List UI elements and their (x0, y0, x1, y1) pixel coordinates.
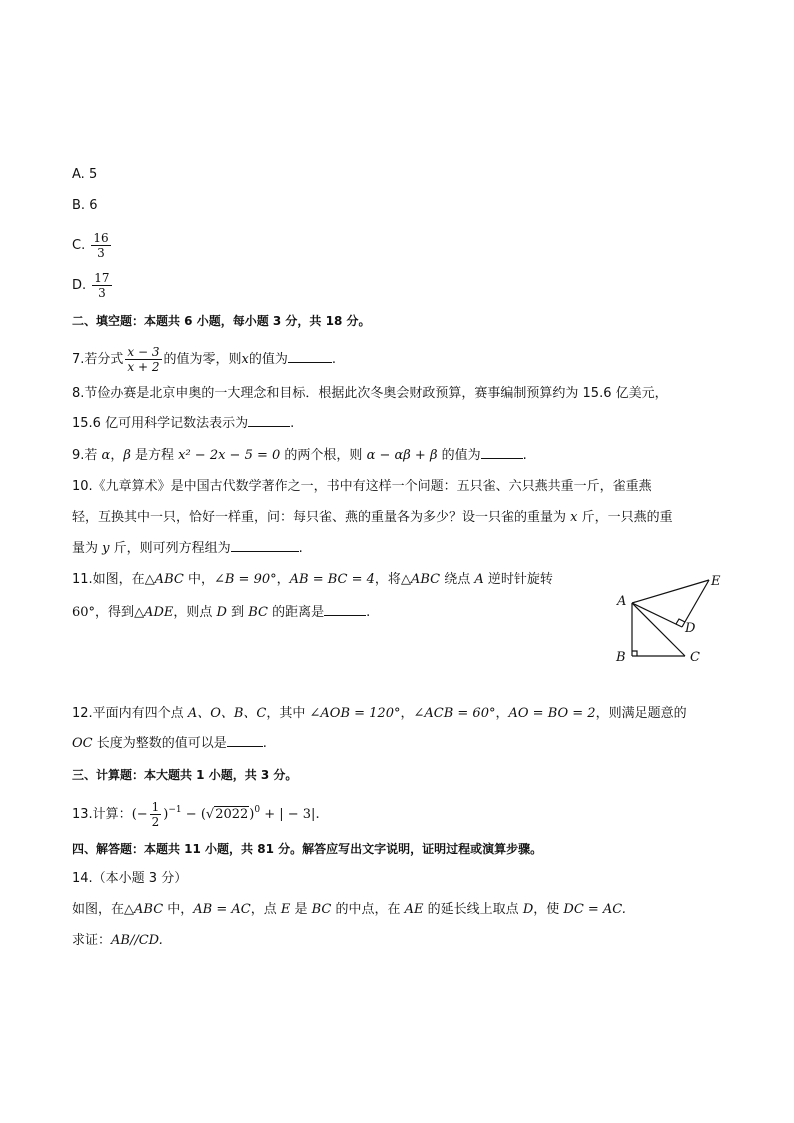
question-8-line-2: 15.6 亿可用科学记数法表示为 . (72, 416, 295, 431)
option-b: B. 6 (72, 198, 98, 213)
option-a: A. 5 (72, 167, 98, 182)
option-c: C. $\frac{16}{3}$ (72, 231, 109, 260)
section-3-heading: 三、计算题：本大题共 1 小题，共 3 分。 (72, 768, 298, 782)
question-9: 9.若 α，β 是方程 x² − 2x − 5 = 0 的两个根，则 α − αβ + β 的值为 . (72, 448, 527, 463)
option-d: D. $\frac{17}{3}$ (72, 271, 110, 300)
answer-blank-7[interactable] (288, 350, 332, 363)
segment-ac (632, 603, 685, 656)
question-12-line-1: 12.平面内有四个点 A、O、B、C，其中 ∠AOB = 120°，∠ACB = 60°，AO = BO = 2，则满足题意的 (72, 706, 687, 721)
answer-blank-8[interactable] (248, 414, 290, 427)
section-2-heading: 二、填空题：本题共 6 小题，每小题 3 分，共 18 分。 (72, 314, 371, 328)
question-11-line-2: 60°，得到△ADE，则点 D 到 BC 的距离是 . (72, 605, 371, 620)
answer-blank-12[interactable] (227, 734, 263, 747)
question-14-title: 14.（本小题 3 分） (72, 871, 188, 886)
question-10-line-3: 量为 y 斤，则可列方程组为 . (72, 541, 303, 556)
question-10-line-1: 10.《九章算术》是中国古代数学著作之一，书中有这样一个问题：五只雀、六只燕共重一斤，雀重燕 (72, 479, 652, 494)
segment-ad (632, 603, 682, 627)
question-14-line-2: 求证：AB//CD. (72, 933, 163, 948)
question-12-line-2: OC 长度为整数的值可以是 . (72, 736, 267, 751)
right-angle-mark-b (632, 651, 637, 656)
section-4-heading: 四、解答题：本题共 11 小题，共 81 分。解答应写出文字说明，证明过程或演算步骤。 (72, 842, 543, 856)
question-11-line-1: 11.如图，在△ABC 中，∠B = 90°，AB = BC = 4，将△ABC 绕点 A 逆时针旋转 (72, 572, 553, 587)
sqrt-sign: √ (205, 807, 215, 822)
triangle-rotation-figure (600, 565, 740, 675)
question-13: 13.计算：(− $\frac{1}{2}$ )$^{-1} - (√2022)^0$ + | − 3|. (72, 800, 320, 829)
fraction-q7: $\frac{x - 3}{x + 2}$ (127, 345, 160, 374)
question-10-line-2: 轻，互换其中一只，恰好一样重，问：每只雀、燕的重量各为多少？设一只雀的重量为 x 斤，一只燕的重 (72, 510, 673, 525)
label-d: D (685, 621, 696, 636)
question-8-line-1: 8.节俭办赛是北京申奥的一大理念和目标．根据此次冬奥会财政预算，赛事编制预算约为 15.6 亿美元， (72, 386, 668, 401)
answer-blank-11[interactable] (324, 603, 366, 616)
answer-blank-10[interactable] (231, 539, 299, 552)
label-a: A (617, 594, 627, 609)
fraction-16-3: $\frac{16}{3}$ (93, 231, 109, 260)
question-7: 7.若分式 $\frac{x - 3}{x + 2}$ 的值为零，则x的值为 . (72, 345, 337, 374)
answer-blank-9[interactable] (481, 446, 523, 459)
question-14-line-1: 如图，在△ABC 中，AB = AC，点 E 是 BC 的中点，在 AE 的延长线上取点 D，使 DC = AC. (72, 902, 626, 917)
label-c: C (690, 650, 700, 665)
fraction-one-half: $\frac{1}{2}$ (151, 800, 160, 829)
label-b: B (616, 650, 626, 665)
fraction-17-3: $\frac{17}{3}$ (94, 271, 110, 300)
label-e: E (711, 574, 721, 589)
